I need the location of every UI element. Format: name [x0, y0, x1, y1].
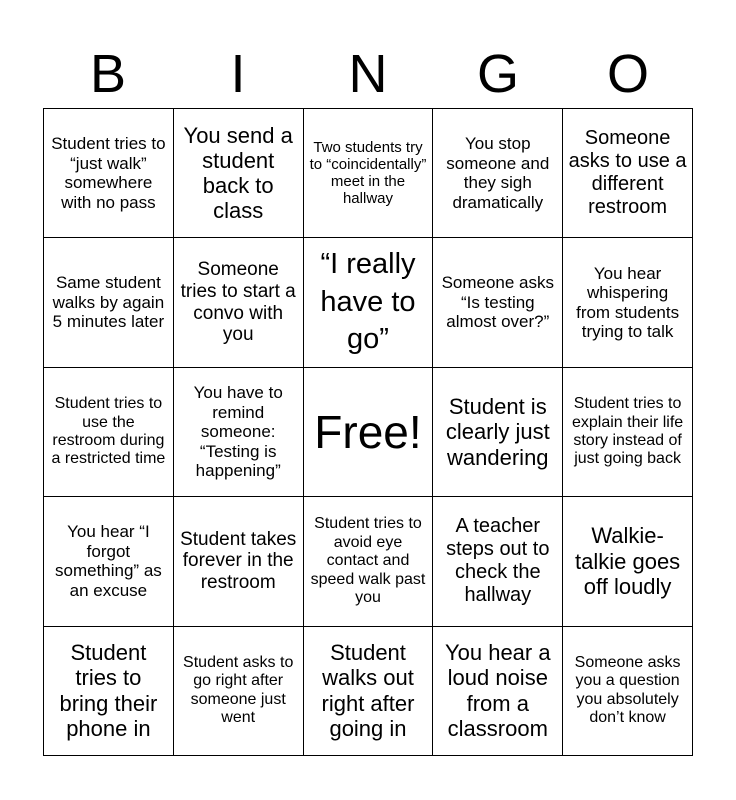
bingo-cell-r5-c3: Student walks out right after going in	[304, 627, 434, 756]
bingo-cell-r2-c3: “I really have to go”	[304, 238, 434, 367]
bingo-cell-r3-c4: Student is clearly just wandering	[433, 368, 563, 497]
bingo-cell-r1-c5: Someone asks to use a different restroom	[563, 109, 693, 238]
header-letter-i: I	[230, 44, 246, 104]
bingo-cell-r3-c2: You have to remind someone: “Testing is happening”	[174, 368, 304, 497]
bingo-cell-r4-c5: Walkie-talkie goes off loudly	[563, 497, 693, 626]
header-letter-n: N	[348, 44, 388, 104]
bingo-board	[43, 108, 693, 756]
bingo-cell-r1-c3: Two students try to “coincidentally” meet in the hallway	[304, 109, 434, 238]
bingo-cell-r4-c4: A teacher steps out to check the hallway	[433, 497, 563, 626]
bingo-cell-r3-c1: Student tries to use the restroom during a restricted time	[44, 368, 174, 497]
bingo-cell-r4-c1: You hear “I forgot something” as an excuse	[44, 497, 174, 626]
bingo-cell-r2-c4: Someone asks “Is testing almost over?”	[433, 238, 563, 367]
bingo-cell-r2-c1: Same student walks by again 5 minutes later	[44, 238, 174, 367]
free-space: Free!	[304, 368, 434, 497]
bingo-cell-r1-c2: You send a student back to class	[174, 109, 304, 238]
bingo-cell-r1-c1: Student tries to “just walk” somewhere with no pass	[44, 109, 174, 238]
bingo-header	[43, 40, 693, 108]
bingo-cell-r3-c5: Student tries to explain their life story instead of just going back	[563, 368, 693, 497]
bingo-cell-r4-c2: Student takes forever in the restroom	[174, 497, 304, 626]
bingo-cell-r2-c2: Someone tries to start a convo with you	[174, 238, 304, 367]
bingo-cell-r5-c5: Someone asks you a question you absolutely don’t know	[563, 627, 693, 756]
header-letter-b: B	[89, 44, 127, 104]
bingo-cell-r5-c4: You hear a loud noise from a classroom	[433, 627, 563, 756]
bingo-cell-r5-c1: Student tries to bring their phone in	[44, 627, 174, 756]
bingo-cell-r1-c4: You stop someone and they sigh dramatically	[433, 109, 563, 238]
header-letter-g: G	[476, 44, 519, 104]
bingo-cell-r5-c2: Student asks to go right after someone just went	[174, 627, 304, 756]
header-letter-o: O	[606, 44, 649, 104]
bingo-cell-r4-c3: Student tries to avoid eye contact and speed walk past you	[304, 497, 434, 626]
bingo-cell-r2-c5: You hear whispering from students trying to talk	[563, 238, 693, 367]
